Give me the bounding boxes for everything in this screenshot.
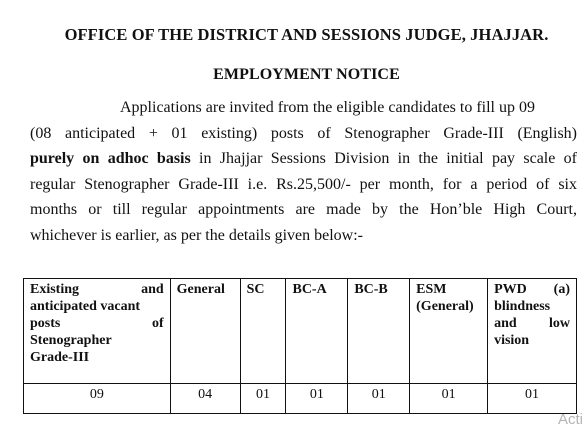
notice-paragraph <box>30 95 577 248</box>
header-bcb: BC-B <box>348 279 410 384</box>
header-bca: BC-A <box>286 279 348 384</box>
value-bcb: 01 <box>348 384 410 414</box>
header-sc: SC <box>240 279 286 384</box>
header-general: General <box>170 279 240 384</box>
paragraph-line-3-rest: in Jhajjar Sessions Division in the initial pay scale of <box>190 150 578 167</box>
value-esm: 01 <box>410 384 488 414</box>
table-header-row <box>24 279 577 384</box>
paragraph-line-4: regular Stenographer Grade-III i.e. Rs.25,500/- per month, for a period of six <box>30 175 577 193</box>
paragraph-line-3 <box>30 146 577 172</box>
value-general: 04 <box>170 384 240 414</box>
office-heading: OFFICE OF THE DISTRICT AND SESSIONS JUDGE, JHAJJAR. <box>64 25 549 44</box>
header-pwd: PWD (a) blindness and low vision <box>488 279 577 384</box>
header-posts: Existing and anticipated vacant posts of Stenographer Grade-III <box>24 279 171 384</box>
header-esm: ESM (General) <box>410 279 488 384</box>
adhoc-emphasis: purely on adhoc basis <box>30 150 191 167</box>
value-posts: 09 <box>24 384 171 414</box>
posts-table <box>23 278 577 414</box>
notice-title: EMPLOYMENT NOTICE <box>213 66 400 83</box>
paragraph-line-6: whichever is earlier, as per the details given below:- <box>30 226 364 244</box>
paragraph-line-5: months or till regular appointments are made by the Hon’ble High Court, <box>30 201 577 218</box>
paragraph-line-2: (08 anticipated + 01 existing) posts of Stenographer Grade-III (English) <box>30 124 577 142</box>
table-row <box>24 384 577 414</box>
value-sc: 01 <box>240 384 286 414</box>
activate-watermark: Acti <box>557 411 583 428</box>
paragraph-line-1: Applications are invited from the eligible candidates to fill up 09 <box>120 99 535 116</box>
value-bca: 01 <box>286 384 348 414</box>
value-pwd: 01 <box>488 384 577 414</box>
